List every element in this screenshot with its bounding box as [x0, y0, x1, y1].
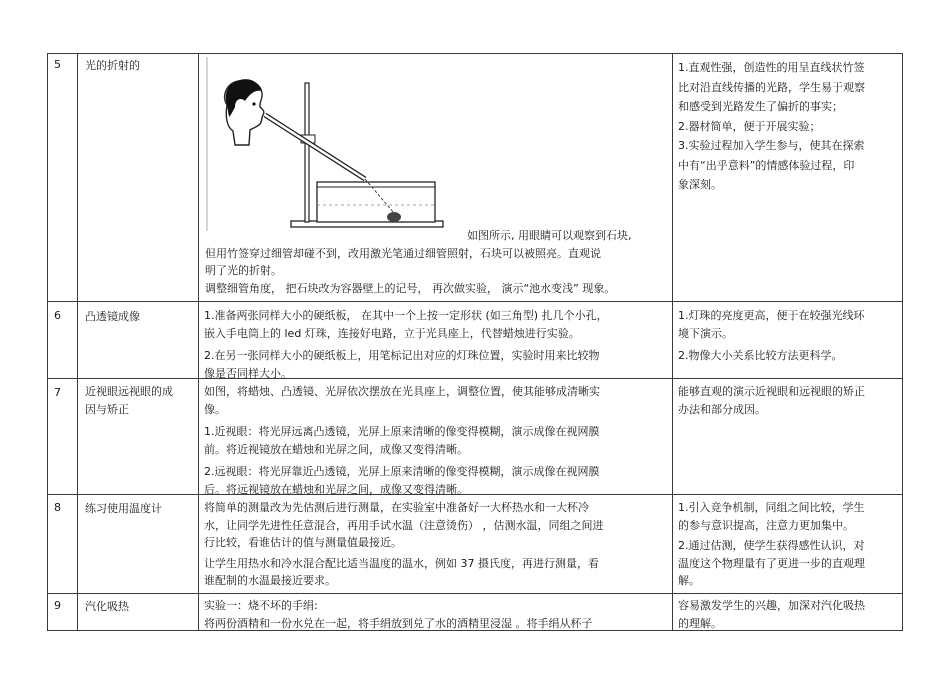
table-rule — [77, 53, 78, 631]
refraction-apparatus-illustration — [205, 55, 467, 233]
row-number: 8 — [54, 501, 61, 514]
row-notes: 1.引入竞争机制，同组之间比较，学生 的参与意识提高，注意力更加集中。 2.通过估测，使学生获得感性认识，对 温度这个物理量有了更进一步的直观理 解。 — [678, 501, 865, 587]
row-notes: 能够直观的演示近视眼和远视眼的矫正 办法和部分成因。 — [678, 385, 865, 416]
row-content: 如图所示, 用眼睛可以观察到石块, 但用竹签穿过细管却碰不到，改用激光笔通过细管照射，石块可以被照亮。直观说 明了光的折射。 调整细管角度， 把石块改为容器壁上的记号， 再次做实验， 演示“池水变浅” 现象。 — [205, 229, 632, 295]
row-content: 实验一：烧不坏的手绢: 将两份酒精和一份水兑在一起，将手绢放到兑了水的酒精里浸湿 。将手绢从杯子 — [204, 599, 593, 630]
row-title: 凸透镜成像 — [85, 310, 140, 323]
row-title: 练习使用温度计 — [85, 502, 162, 515]
row-number: 6 — [54, 309, 61, 322]
row-number: 9 — [54, 599, 61, 612]
table-rule — [902, 53, 903, 631]
row-content: 1.准备两张同样大小的硬纸板， 在其中一个上按一定形状 (如三角型) 扎几个小孔， 嵌入手电筒上的 led 灯珠，连接好电路，立于光具座上，代替蜡烛进行实验。 2.在另一张同样大小的硬纸板上，用笔标记出对应的灯珠位置，实验时用来比较物 像是否同样大小。 — [204, 309, 608, 380]
row-title: 光的折射的 — [85, 59, 140, 72]
row-title: 近视眼远视眼的成 因与矫正 — [85, 385, 173, 416]
table-rule — [672, 53, 673, 631]
row-notes: 容易激发学生的兴趣，加深对汽化吸热 的理解。 — [678, 599, 865, 630]
lesson-table — [47, 53, 903, 631]
row-notes: 1.直观性强，创造性的用呈直线状竹签 比对沿直线传播的光路，学生易于观察 和感受到光路发生了偏折的事实； 2.器材简单，便于开展实验； 3.实验过程加入学生参与，使其在探索 中有“出乎意料”的情感体验过程，印 象深刻。 — [678, 61, 865, 191]
row-content: 如图，将蜡烛、凸透镜、光屏依次摆放在光具座上，调整位置，使其能够成清晰实 像。 1.近视眼：将光屏远离凸透镜，光屏上原来清晰的像变得模糊，演示成像在视网膜 前。将近视镜放在蜡烛和光屏之间，成像又变得清晰。 2.远视眼：将光屏靠近凸透镜，光屏上原来清晰的像变得模糊，演示成像在视网膜 后。将远视镜放在蜡烛和光屏之间，成像又变得清晰。 — [204, 385, 600, 496]
table-rule — [47, 301, 903, 302]
row-notes: 1.灯珠的亮度更高，便于在较强光线环 境下演示。 2.物像大小关系比较方法更科学。 — [678, 309, 865, 362]
table-rule — [47, 53, 48, 631]
row-content: 将简单的测量改为先估测后进行测量，在实验室中准备好一大杯热水和一大杯冷 水，让同学先进性任意混合，再用手试水温（注意烫伤） ，估测水温，同组之间进 行比较，看谁估计的值与测量值最接近。 让学生用热水和冷水混合配比适当温度的温水，例如 37 摄氏度，再进行测量，看 谁配制的水温最接近要求。 — [204, 501, 604, 587]
row-number: 7 — [54, 386, 61, 399]
table-rule — [47, 593, 903, 594]
row-number: 5 — [54, 58, 61, 71]
table-rule — [47, 53, 903, 54]
table-rule — [198, 53, 199, 631]
row-title: 汽化吸热 — [85, 600, 129, 613]
